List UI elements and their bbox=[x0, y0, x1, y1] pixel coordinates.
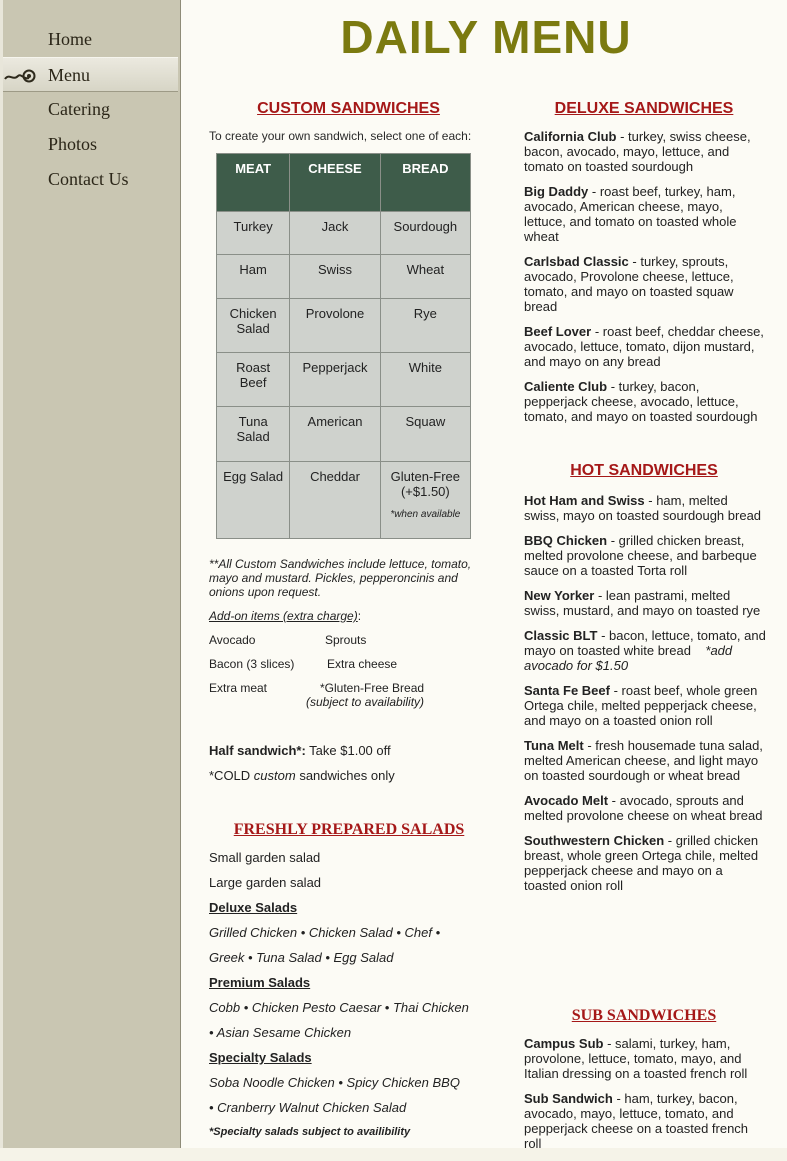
list-item: Big Daddy - roast beef, turkey, ham, avocado, American cheese, mayo, lettuce, and tomato on toasted whole wheat bbox=[524, 184, 737, 244]
custom-table bbox=[216, 153, 471, 539]
nav-contact-us[interactable]: Contact Us bbox=[48, 169, 129, 189]
col-cheese: CHEESE bbox=[290, 154, 380, 212]
nav-catering[interactable]: Catering bbox=[48, 99, 110, 119]
cell: Egg Salad bbox=[217, 462, 290, 539]
custom-intro: To create your own sandwich, select one of each: bbox=[209, 129, 472, 143]
nav-photos[interactable]: Photos bbox=[48, 134, 98, 154]
addon-item: Bacon (3 slices) bbox=[209, 657, 295, 671]
addon-item: Extra meat bbox=[209, 681, 268, 695]
cell: Squaw bbox=[380, 407, 470, 462]
table-row bbox=[217, 212, 471, 255]
cell bbox=[380, 462, 470, 539]
specialty-salads-line2: • Cranberry Walnut Chicken Salad bbox=[209, 1100, 407, 1115]
page-title: DAILY MENU bbox=[340, 11, 632, 63]
addon-subnote: (subject to availability) bbox=[306, 695, 425, 709]
addon-item: Sprouts bbox=[325, 633, 367, 647]
sub-heading: SUB SANDWICHES bbox=[571, 1007, 717, 1024]
half-label: Half sandwich*: bbox=[209, 743, 306, 758]
cold-note bbox=[209, 768, 395, 783]
swirl-icon bbox=[3, 64, 39, 86]
cell: White bbox=[380, 353, 470, 407]
cell: Sourdough bbox=[380, 212, 470, 255]
cell: Pepperjack bbox=[290, 353, 380, 407]
list-item: Campus Sub - salami, turkey, ham, provolone, lettuce, tomato, mayo, and Italian dressing on a toasted french roll bbox=[524, 1036, 748, 1081]
half-sandwich bbox=[209, 743, 391, 758]
specialty-salads-line1: Soba Noodle Chicken • Spicy Chicken BBQ bbox=[209, 1075, 460, 1090]
cell: American bbox=[290, 407, 380, 462]
nav-home[interactable]: Home bbox=[48, 29, 92, 49]
list-item: Classic BLT - bacon, lettuce, tomato, and mayo on toasted white bread *add avocado for $1.50 bbox=[524, 628, 766, 673]
salad-small: Small garden salad bbox=[209, 850, 321, 865]
hot-heading: HOT SANDWICHES bbox=[570, 462, 718, 479]
list-item: Caliente Club - turkey, bacon, pepperjack cheese, avocado, lettuce, tomato, and mayo on toasted sourdough bbox=[524, 379, 758, 424]
deluxe-list bbox=[524, 129, 766, 434]
table-row bbox=[217, 255, 471, 299]
nav-menu-label: Menu bbox=[48, 65, 90, 85]
cold-c: sandwiches only bbox=[295, 768, 395, 783]
cell: Turkey bbox=[217, 212, 290, 255]
cell: Chicken Salad bbox=[217, 299, 290, 353]
cell: Swiss bbox=[290, 255, 380, 299]
custom-note: **All Custom Sandwiches include lettuce, tomato, mayo and mustard. Pickles, pepperoncinis and onions upon request. bbox=[209, 557, 472, 599]
sidebar bbox=[0, 0, 181, 1148]
list-item: Avocado Melt - avocado, sprouts and melted provolone cheese on wheat bread bbox=[524, 793, 763, 823]
cold-b: custom bbox=[253, 768, 296, 783]
deluxe-salads-line2: Greek • Tuna Salad • Egg Salad bbox=[209, 950, 394, 965]
specialty-salads-heading: Specialty Salads bbox=[209, 1050, 312, 1065]
cell: Cheddar bbox=[290, 462, 380, 539]
table-row bbox=[217, 407, 471, 462]
addon-label: Add-on items (extra charge) bbox=[209, 609, 358, 623]
deluxe-heading: DELUXE SANDWICHES bbox=[554, 100, 734, 117]
addon-colon: : bbox=[357, 609, 362, 623]
list-item: BBQ Chicken - grilled chicken breast, melted provolone cheese, and barbeque sauce on a toasted Torta roll bbox=[524, 533, 757, 578]
cold-a: *COLD bbox=[209, 768, 254, 783]
premium-salads-line1: Cobb • Chicken Pesto Caesar • Thai Chicken bbox=[209, 1000, 469, 1015]
deluxe-salads-heading: Deluxe Salads bbox=[209, 900, 298, 915]
salads-footnote: *Specialty salads subject to availibility bbox=[209, 1126, 411, 1138]
cell: Tuna Salad bbox=[217, 407, 290, 462]
when-available-note: *when available bbox=[390, 509, 461, 520]
table-row bbox=[217, 353, 471, 407]
list-item: Sub Sandwich - ham, turkey, bacon, avocado, mayo, lettuce, tomato, and pepperjack cheese on a toasted french roll bbox=[524, 1091, 749, 1151]
deluxe-salads-line1: Grilled Chicken • Chicken Salad • Chef • bbox=[209, 925, 441, 940]
addon-heading bbox=[209, 609, 361, 623]
custom-heading: CUSTOM SANDWICHES bbox=[257, 100, 440, 117]
list-item: Hot Ham and Swiss - ham, melted swiss, mayo on toasted sourdough bread bbox=[524, 493, 762, 523]
premium-salads-line2: • Asian Sesame Chicken bbox=[209, 1025, 352, 1040]
cell: Wheat bbox=[380, 255, 470, 299]
addon-item: *Gluten-Free Bread bbox=[320, 681, 425, 695]
table-row bbox=[217, 462, 471, 539]
half-value: Take $1.00 off bbox=[305, 743, 391, 758]
addon-item: Avocado bbox=[209, 633, 256, 647]
nav-menu-active[interactable] bbox=[3, 57, 178, 92]
table-row bbox=[217, 299, 471, 353]
list-item: California Club - turkey, swiss cheese, bacon, avocado, mayo, lettuce, and tomato on toasted sourdough bbox=[524, 129, 751, 174]
list-item: Santa Fe Beef - roast beef, whole green Ortega chile, melted pepperjack cheese, and mayo on a toasted onion roll bbox=[524, 683, 758, 728]
col-meat: MEAT bbox=[217, 154, 290, 212]
cell: Ham bbox=[217, 255, 290, 299]
gluten-free-label: Gluten-Free (+$1.50) bbox=[390, 469, 461, 499]
salad-large: Large garden salad bbox=[209, 875, 322, 890]
col-bread: BREAD bbox=[380, 154, 470, 212]
cell: Roast Beef bbox=[217, 353, 290, 407]
nav-menu bbox=[3, 22, 178, 197]
cell: Jack bbox=[290, 212, 380, 255]
list-item: Carlsbad Classic - turkey, sprouts, avocado, Provolone cheese, lettuce, tomato, and mayo on toasted squaw bread bbox=[524, 254, 734, 314]
list-item: Southwestern Chicken - grilled chicken breast, whole green Ortega chile, melted pepperjack cheese and mayo on a toasted onion roll bbox=[524, 833, 759, 893]
cell: Provolone bbox=[290, 299, 380, 353]
list-item: Tuna Melt - fresh housemade tuna salad, melted American cheese, and light mayo on toasted sourdough or wheat bread bbox=[524, 738, 763, 783]
salads-heading: FRESHLY PREPARED SALADS bbox=[233, 821, 465, 838]
hot-list bbox=[524, 493, 766, 903]
addon-item: Extra cheese bbox=[327, 657, 398, 671]
premium-salads-heading: Premium Salads bbox=[209, 975, 311, 990]
list-item: New Yorker - lean pastrami, melted swiss, mustard, and mayo on toasted rye bbox=[524, 588, 761, 618]
cell: Rye bbox=[380, 299, 470, 353]
sub-list bbox=[524, 1036, 766, 1161]
list-item: Beef Lover - roast beef, cheddar cheese, avocado, lettuce, tomato, dijon mustard, and mayo on any bread bbox=[524, 324, 764, 369]
